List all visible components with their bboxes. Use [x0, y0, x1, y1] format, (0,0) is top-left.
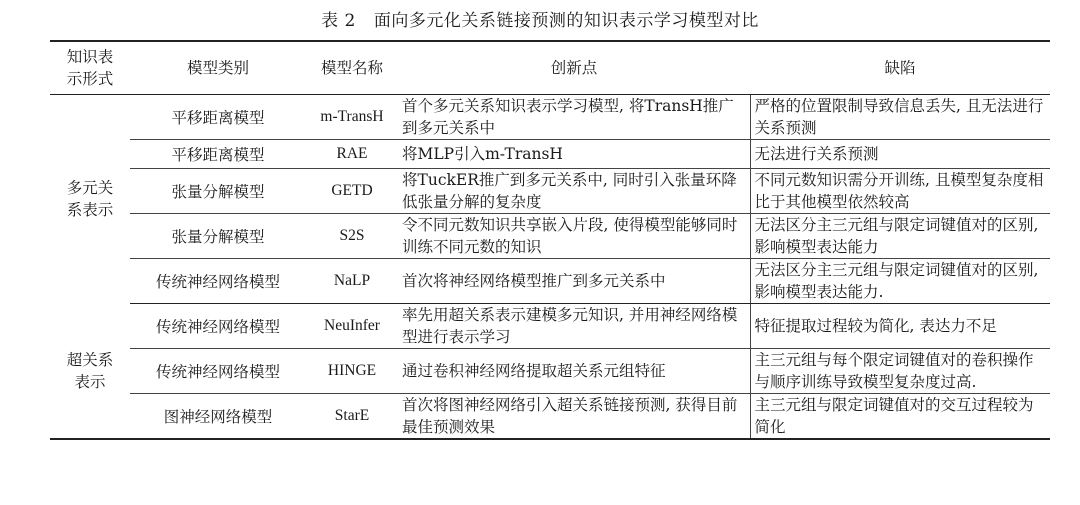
table-row	[50, 169, 1050, 214]
model-type-cell: 平移距离模型	[130, 140, 306, 169]
header-type: 模型类别	[130, 41, 306, 95]
innovation-cell: 率先用超关系表示建模多元知识, 并用神经网络模型进行表示学习	[402, 306, 738, 346]
model-type-cell: 传统神经网络模型	[130, 259, 306, 304]
model-type-cell: 平移距离模型	[171, 109, 265, 127]
table-row	[50, 304, 1050, 349]
innovation-cell: 通过卷积神经网络提取超关系元组特征	[398, 349, 750, 394]
table-row	[50, 140, 1050, 169]
table-row	[50, 259, 1050, 304]
defect-cell: 不同元数知识需分开训练, 且模型复杂度相比于其他模型依然较高	[750, 169, 1050, 214]
model-name-cell: S2S	[306, 214, 398, 259]
group-form-cell: 多元关系表示	[66, 179, 114, 220]
innovation-cell: 令不同元数知识共享嵌入片段, 使得模型能够同时训练不同元数的知识	[398, 214, 750, 259]
innovation-cell: 首次将神经网络模型推广到多元关系中	[398, 259, 750, 304]
innovation-cell: 将MLP引入m-TransH	[398, 140, 750, 169]
header-defect: 缺陷	[750, 41, 1050, 95]
model-name-cell: RAE	[306, 140, 398, 169]
model-name-cell: HINGE	[306, 349, 398, 394]
model-name-cell: NaLP	[306, 259, 398, 304]
model-name-cell: NeuInfer	[324, 317, 380, 334]
model-type-cell: 张量分解模型	[130, 214, 306, 259]
model-type-cell: 图神经网络模型	[130, 394, 306, 440]
innovation-cell: 首个多元关系知识表示学习模型, 将TransH推广到多元关系中	[402, 97, 734, 137]
defect-cell: 主三元组与限定词键值对的交互过程较为简化	[750, 394, 1050, 440]
table-title: 面向多元化关系链接预测的知识表示学习模型对比	[373, 11, 759, 31]
model-name-cell: GETD	[306, 169, 398, 214]
header-form: 知识表示形式	[50, 41, 130, 95]
header-innovation: 创新点	[398, 41, 750, 95]
table-row	[50, 95, 1050, 140]
table-row	[50, 214, 1050, 259]
table-row	[50, 394, 1050, 440]
group-form-cell: 超关系表示	[50, 304, 130, 440]
model-type-cell: 张量分解模型	[130, 169, 306, 214]
defect-cell: 无法进行关系预测	[750, 140, 1050, 169]
model-name-cell: m-TransH	[320, 108, 384, 125]
defect-cell: 无法区分主三元组与限定词键值对的区别, 影响模型表达能力.	[750, 259, 1050, 304]
defect-cell: 特征提取过程较为简化, 表达力不足	[750, 304, 1050, 349]
model-name-cell: StarE	[306, 394, 398, 440]
table-number: 表 2	[321, 11, 356, 31]
table-caption	[0, 6, 1080, 31]
table-row	[50, 349, 1050, 394]
innovation-cell: 将TuckER推广到多元关系中, 同时引入张量环降低张量分解的复杂度	[398, 169, 750, 214]
header-name: 模型名称	[306, 41, 398, 95]
model-type-cell: 传统神经网络模型	[130, 349, 306, 394]
model-type-cell: 传统神经网络模型	[155, 318, 280, 336]
innovation-cell: 首次将图神经网络引入超关系链接预测, 获得目前最佳预测效果	[398, 394, 750, 440]
defect-cell: 严格的位置限制导致信息丢失, 且无法进行关系预测	[750, 95, 1050, 140]
header-row	[50, 41, 1050, 95]
defect-cell: 无法区分主三元组与限定词键值对的区别, 影响模型表达能力	[750, 214, 1050, 259]
defect-cell: 主三元组与每个限定词键值对的卷积操作与顺序训练导致模型复杂度过高.	[750, 349, 1050, 394]
comparison-table	[50, 40, 1050, 440]
